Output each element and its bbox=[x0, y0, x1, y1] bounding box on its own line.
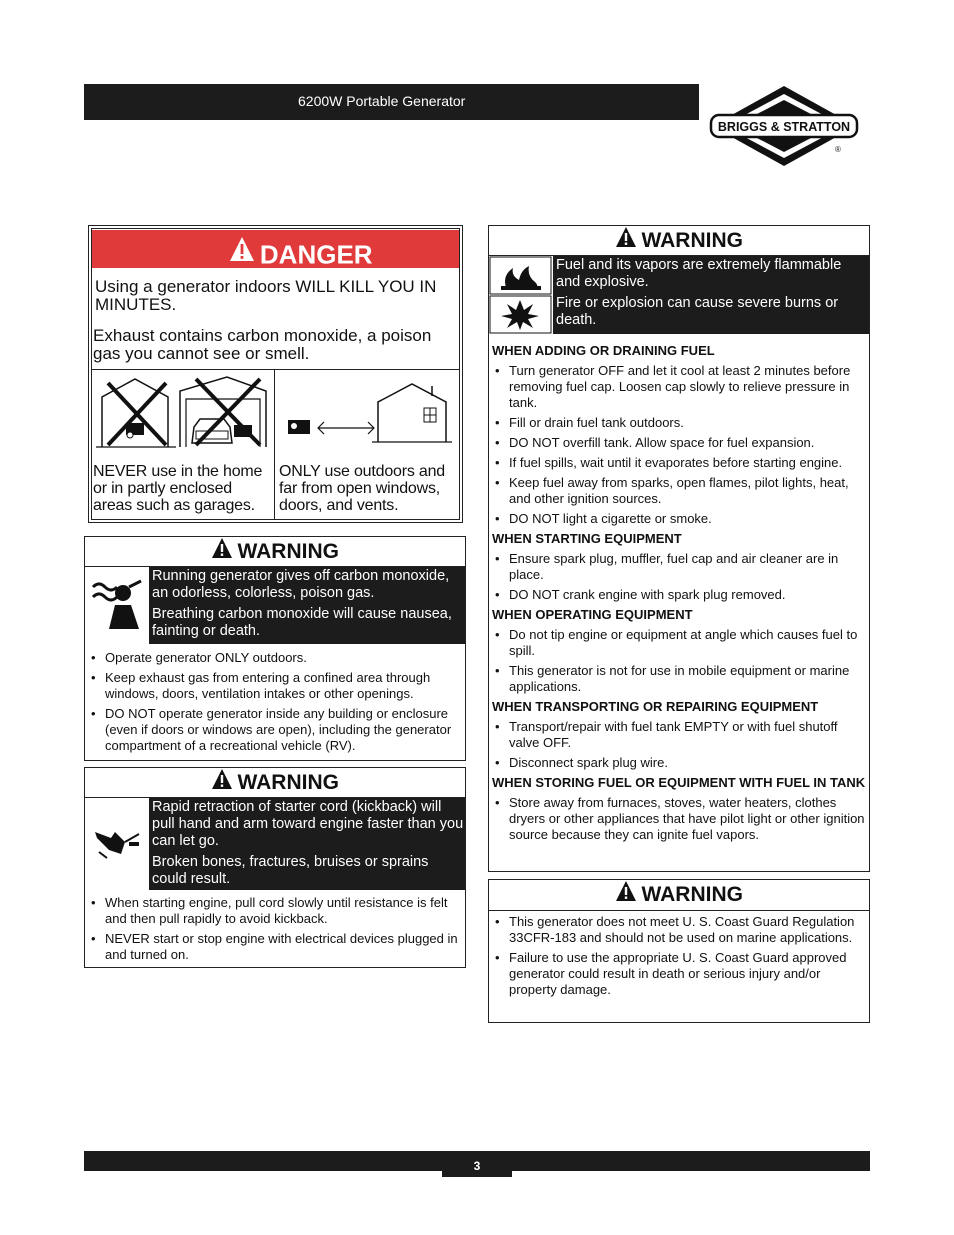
warning-list bbox=[492, 339, 866, 847]
list-item: • When starting engine, pull cord slowly until resistance is felt and then pull rapidly to avoid kickback. bbox=[91, 895, 461, 927]
alert-triangle-icon bbox=[615, 226, 637, 248]
logo-registered: ® bbox=[835, 145, 841, 154]
warning-list bbox=[492, 914, 866, 1002]
logo-text: BRIGGS & STRATTON bbox=[717, 120, 851, 134]
warning-title: WARNING bbox=[237, 770, 339, 794]
list-item: • DO NOT light a cigarette or smoke. bbox=[495, 511, 866, 527]
list-item: • Fill or drain fuel tank outdoors. bbox=[495, 415, 866, 431]
hazard-consequence: Broken bones, fractures, bruises or sprains could result. bbox=[152, 854, 429, 887]
section-heading: WHEN OPERATING EQUIPMENT bbox=[492, 607, 693, 622]
list-item: • DO NOT crank engine with spark plug removed. bbox=[495, 587, 866, 603]
toxic-fumes-icon bbox=[85, 567, 148, 644]
danger-line-1: Using a generator indoors WILL KILL YOU IN MINUTES. bbox=[95, 277, 437, 314]
outdoor-distance-illustration bbox=[282, 382, 454, 444]
hazard-description: Rapid retraction of starter cord (kickback) will pull hand and arm toward engine faster than you can let go. bbox=[152, 799, 464, 849]
warning-list bbox=[91, 895, 461, 967]
list-item: • DO NOT overfill tank. Allow space for fuel expansion. bbox=[495, 435, 866, 451]
fire-explosion-icon bbox=[489, 256, 552, 334]
list-item: • DO NOT operate generator inside any building or enclosure (even if doors or windows are open), including the generator compartment of a recreational vehicle (RV). bbox=[91, 706, 461, 754]
danger-title: DANGER bbox=[259, 239, 373, 270]
warning-coast-guard-box bbox=[488, 879, 870, 1023]
hazard-consequence: Breathing carbon monoxide will cause nausea, fainting or death. bbox=[152, 606, 452, 639]
never-use-indoors-caption: NEVER use in the home or in partly enclosed areas such as garages. bbox=[93, 463, 263, 514]
warning-title: WARNING bbox=[641, 882, 743, 906]
warning-fuel-box bbox=[488, 225, 870, 872]
list-item: • Failure to use the appropriate U. S. Coast Guard approved generator could result in death or serious injury and/or property damage. bbox=[495, 950, 866, 998]
danger-line-2: Exhaust contains carbon monoxide, a poison gas you cannot see or smell. bbox=[93, 326, 432, 363]
alert-triangle-icon bbox=[615, 880, 637, 902]
section-heading: WHEN ADDING OR DRAINING FUEL bbox=[492, 343, 715, 358]
list-item: • Keep exhaust gas from entering a confined area through windows, doors, ventilation intakes or other openings. bbox=[91, 670, 461, 702]
list-item: • If fuel spills, wait until it evaporates before starting engine. bbox=[495, 455, 866, 471]
hazard-consequence: Fire or explosion can cause severe burns or death. bbox=[556, 295, 839, 328]
list-item: • Keep fuel away from sparks, open flames, pilot lights, heat, and other ignition sources. bbox=[495, 475, 866, 507]
page-number: 3 bbox=[442, 1151, 512, 1177]
list-item: • NEVER start or stop engine with electrical devices plugged in and turned on. bbox=[91, 931, 461, 963]
hazard-description: Fuel and its vapors are extremely flammable and explosive. bbox=[556, 257, 842, 290]
list-item: • This generator is not for use in mobile equipment or marine applications. bbox=[495, 663, 866, 695]
warning-list bbox=[91, 650, 461, 758]
kickback-hand-icon bbox=[85, 798, 148, 890]
divider bbox=[274, 370, 275, 520]
section-heading: WHEN STARTING EQUIPMENT bbox=[492, 531, 682, 546]
alert-triangle-icon bbox=[211, 537, 233, 559]
section-heading: WHEN STORING FUEL OR EQUIPMENT WITH FUEL IN TANK bbox=[492, 775, 866, 790]
list-item: • Do not tip engine or equipment at angle which causes fuel to spill. bbox=[495, 627, 866, 659]
warning-title: WARNING bbox=[641, 228, 743, 252]
warning-kickback-box bbox=[84, 767, 466, 968]
warning-carbon-monoxide-box bbox=[84, 536, 466, 761]
list-item: • Store away from furnaces, stoves, water heaters, clothes dryers or other appliances that have pilot light or other ignition source because they can ignite fuel vapors. bbox=[495, 795, 866, 843]
list-item: • Turn generator OFF and let it cool at least 2 minutes before removing fuel cap. Loosen cap slowly to relieve pressure in tank. bbox=[495, 363, 866, 411]
hazard-description: Running generator gives off carbon monoxide, an odorless, colorless, poison gas. bbox=[152, 568, 450, 601]
alert-triangle-icon bbox=[211, 768, 233, 790]
list-item: • Operate generator ONLY outdoors. bbox=[91, 650, 461, 666]
briggs-stratton-logo bbox=[708, 84, 860, 168]
warning-title: WARNING bbox=[237, 539, 339, 563]
outdoors-only-caption: ONLY use outdoors and far from open windows, doors, and vents. bbox=[279, 463, 445, 514]
section-heading: WHEN TRANSPORTING OR REPAIRING EQUIPMENT bbox=[492, 699, 819, 714]
list-item: • Transport/repair with fuel tank EMPTY or with fuel shutoff valve OFF. bbox=[495, 719, 866, 751]
danger-header bbox=[92, 230, 459, 268]
document-title: 6200W Portable Generator bbox=[298, 93, 466, 109]
list-item: • Ensure spark plug, muffler, fuel cap and air cleaner are in place. bbox=[495, 551, 866, 583]
list-item: • This generator does not meet U. S. Coast Guard Regulation 33CFR-183 and should not be used on marine applications. bbox=[495, 914, 866, 946]
alert-triangle-icon bbox=[229, 236, 255, 262]
divider bbox=[489, 910, 869, 911]
list-item: • Disconnect spark plug wire. bbox=[495, 755, 866, 771]
garage-prohibited-illustration bbox=[96, 375, 272, 455]
divider bbox=[91, 369, 460, 370]
